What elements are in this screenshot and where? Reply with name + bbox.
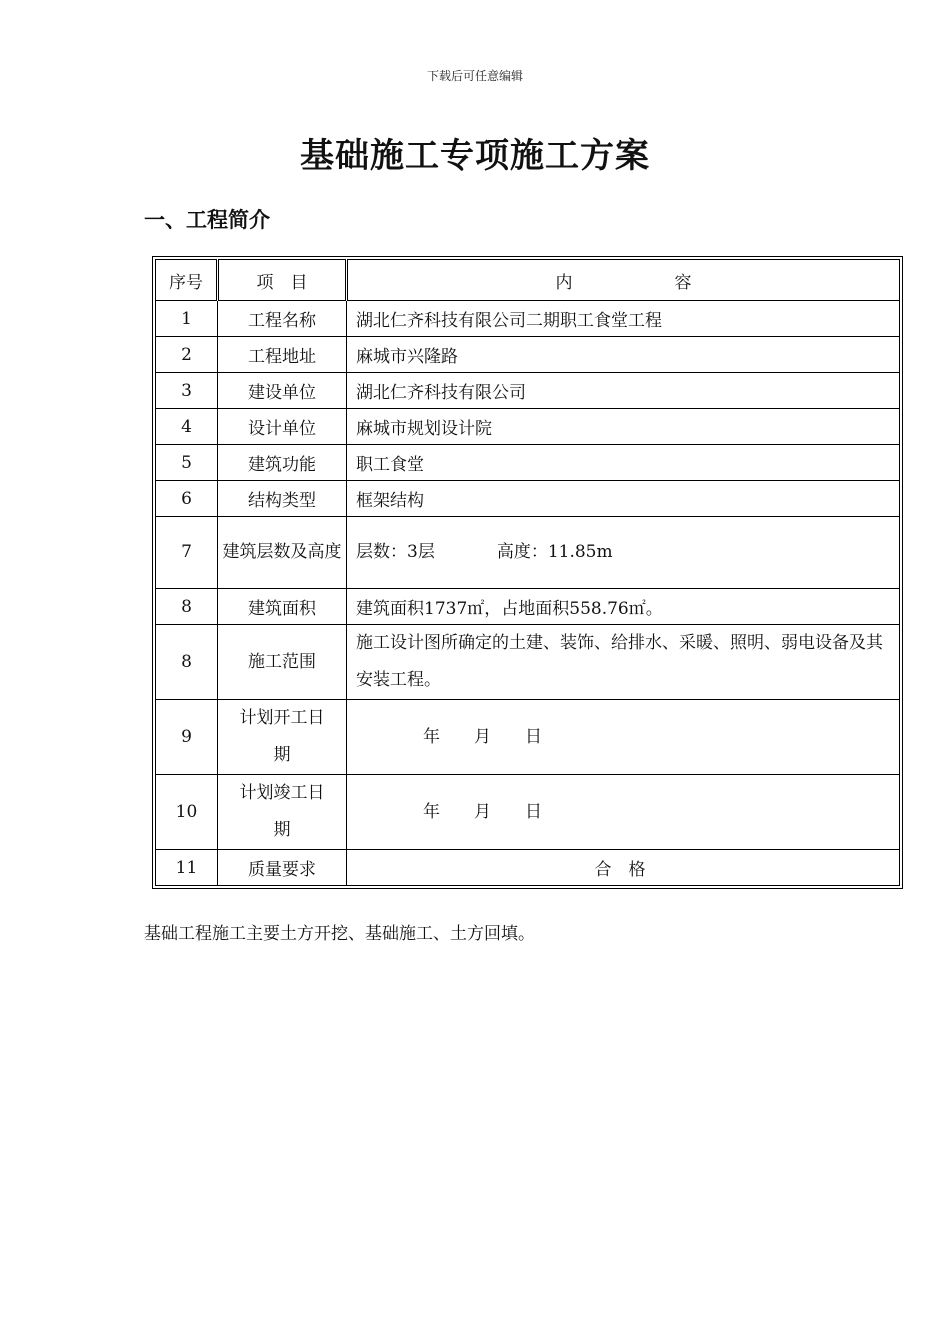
row-content: 施工设计图所确定的土建、装饰、给排水、采暖、照明、弱电设备及其安装工程。: [347, 625, 900, 700]
row-content: 建筑面积1737㎡，占地面积558.76㎡。: [347, 589, 900, 625]
table-header-row: [156, 260, 900, 301]
floors-value: 层数：3层: [356, 542, 435, 562]
row-no: 3: [156, 373, 218, 409]
row-item: 建筑层数及高度: [218, 517, 347, 589]
row-content: 麻城市兴隆路: [347, 337, 900, 373]
summary-text: 基础工程施工主要土方开挖、基础施工、土方回填。: [144, 924, 535, 944]
row-item: 设计单位: [218, 409, 347, 445]
header-item: 项 目: [218, 260, 347, 301]
row-no: 9: [156, 700, 218, 775]
row-no: 4: [156, 409, 218, 445]
table-row: [156, 850, 900, 886]
row-item: 质量要求: [218, 850, 347, 886]
row-item: 工程名称: [218, 301, 347, 337]
table-row: [156, 481, 900, 517]
row-item: 施工范围: [218, 625, 347, 700]
row-no: 6: [156, 481, 218, 517]
row-item: 建筑功能: [218, 445, 347, 481]
row-content: 麻城市规划设计院: [347, 409, 900, 445]
header-content: 内 容: [347, 260, 900, 301]
header-note: 下载后可任意编辑: [426, 69, 523, 83]
row-content: 年 月 日: [347, 700, 900, 775]
row-no: 5: [156, 445, 218, 481]
row-no: 11: [156, 850, 218, 886]
table-row: [156, 445, 900, 481]
row-item: 工程地址: [218, 337, 347, 373]
row-content: 合 格: [347, 850, 900, 886]
row-content: 框架结构: [347, 481, 900, 517]
table-row: [156, 373, 900, 409]
row-item: 建设单位: [218, 373, 347, 409]
table-row: [156, 700, 900, 775]
row-item: 结构类型: [218, 481, 347, 517]
project-overview-table: [152, 256, 903, 889]
row-no: 8: [156, 589, 218, 625]
row-no: 7: [156, 517, 218, 589]
row-content: 职工食堂: [347, 445, 900, 481]
row-content: 年 月 日: [347, 775, 900, 850]
row-no: 2: [156, 337, 218, 373]
section-heading: 一、工程简介: [144, 207, 270, 232]
table-row: [156, 517, 900, 589]
row-no: 8: [156, 625, 218, 700]
row-item: 计划竣工日期: [218, 775, 347, 850]
row-no: 1: [156, 301, 218, 337]
table-row: [156, 301, 900, 337]
table-row: [156, 409, 900, 445]
row-content: 湖北仁齐科技有限公司: [347, 373, 900, 409]
document-title: 基础施工专项施工方案: [300, 136, 650, 176]
row-item: 计划开工日期: [218, 700, 347, 775]
row-content: 湖北仁齐科技有限公司二期职工食堂工程: [347, 301, 900, 337]
table-row: [156, 337, 900, 373]
table-row: [156, 625, 900, 700]
table-row: [156, 775, 900, 850]
table-row: [156, 589, 900, 625]
row-no: 10: [156, 775, 218, 850]
row-content: [347, 517, 900, 589]
row-item: 建筑面积: [218, 589, 347, 625]
header-no: 序号: [156, 260, 218, 301]
height-value: 高度：11.85m: [496, 542, 613, 562]
